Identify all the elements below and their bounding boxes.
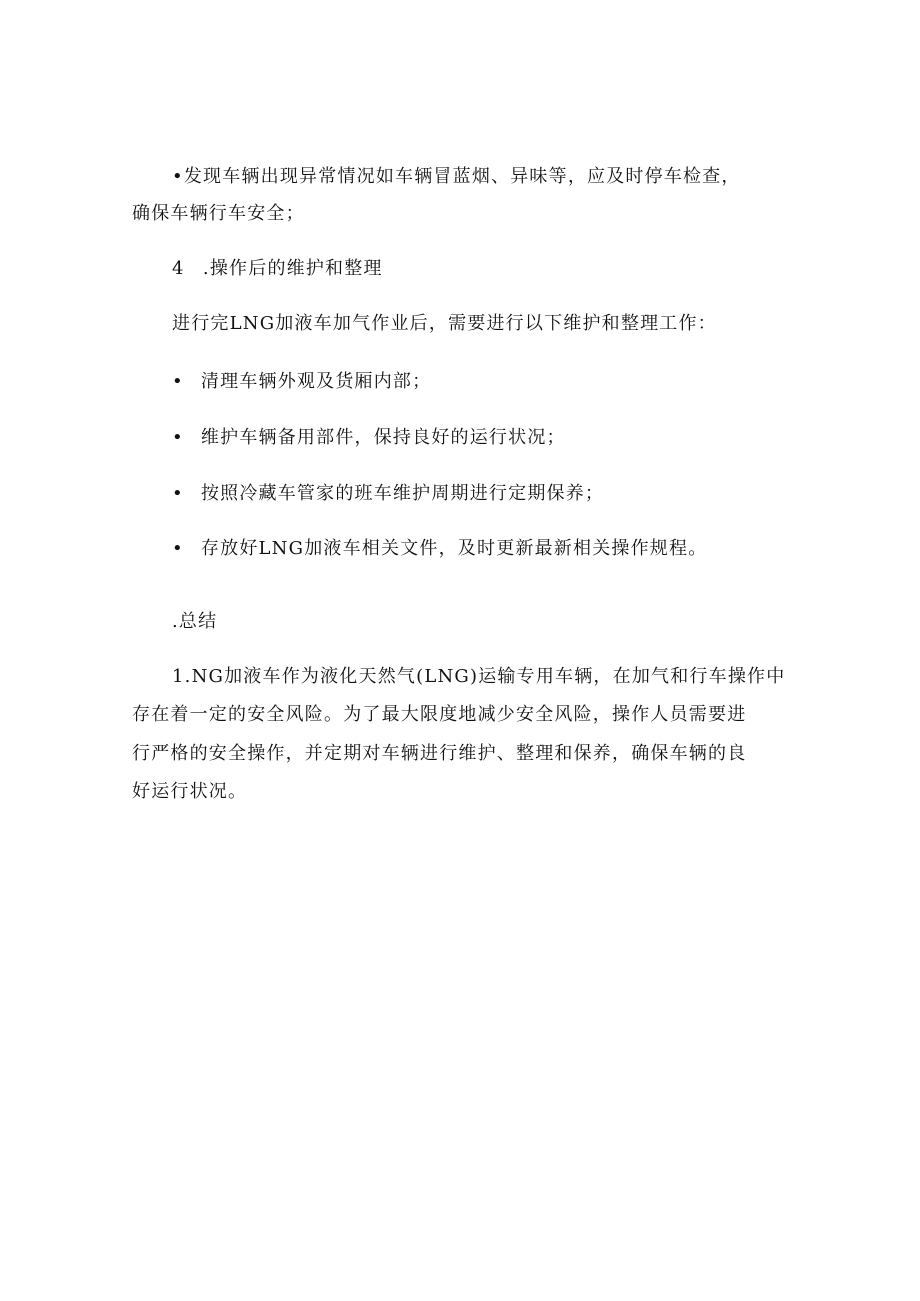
list-item-text: 存放好LNG加液车相关文件，及时更新最新相关操作规程。	[200, 538, 708, 559]
section-number: 4	[172, 258, 185, 279]
list-item-text: 维护车辆备用部件，保持良好的运行状况；	[200, 427, 566, 448]
summary-line-1: 1.NG加液车作为液化天然气(LNG)运输专用车辆，在加气和行车操作中	[172, 666, 786, 687]
list-item-text: 按照冷藏车管家的班车维护周期进行定期保养；	[200, 483, 605, 504]
section-4-intro: 进行完LNG加液车加气作业后，需要进行以下维护和整理工作：	[172, 313, 717, 334]
list-item-text: 清理车辆外观及货厢内部；	[200, 371, 432, 392]
intro-bullet-line-2: 确保车辆行车安全；	[132, 203, 305, 224]
intro-bullet-line-1: •发现车辆出现异常情况如车辆冒蓝烟、异味等，应及时停车检查，	[172, 166, 741, 187]
bullet-icon: •	[172, 483, 184, 504]
section-4-heading	[172, 258, 383, 280]
bullet-icon: •	[172, 427, 184, 448]
section-title: .操作后的维护和整理	[202, 258, 383, 279]
bullet-icon: •	[172, 538, 184, 559]
list-item	[172, 538, 707, 560]
list-item	[172, 483, 604, 505]
list-item	[172, 427, 566, 449]
summary-line-3: 行严格的安全操作，并定期对车辆进行维护、整理和保养，确保车辆的良	[132, 743, 747, 764]
summary-line-4: 好运行状况。	[132, 781, 248, 802]
bullet-icon: •	[172, 371, 184, 392]
list-item	[172, 371, 431, 393]
summary-line-2: 存在着一定的安全风险。为了最大限度地减少安全风险，操作人员需要进	[132, 704, 747, 725]
summary-heading: .总结	[172, 611, 218, 632]
